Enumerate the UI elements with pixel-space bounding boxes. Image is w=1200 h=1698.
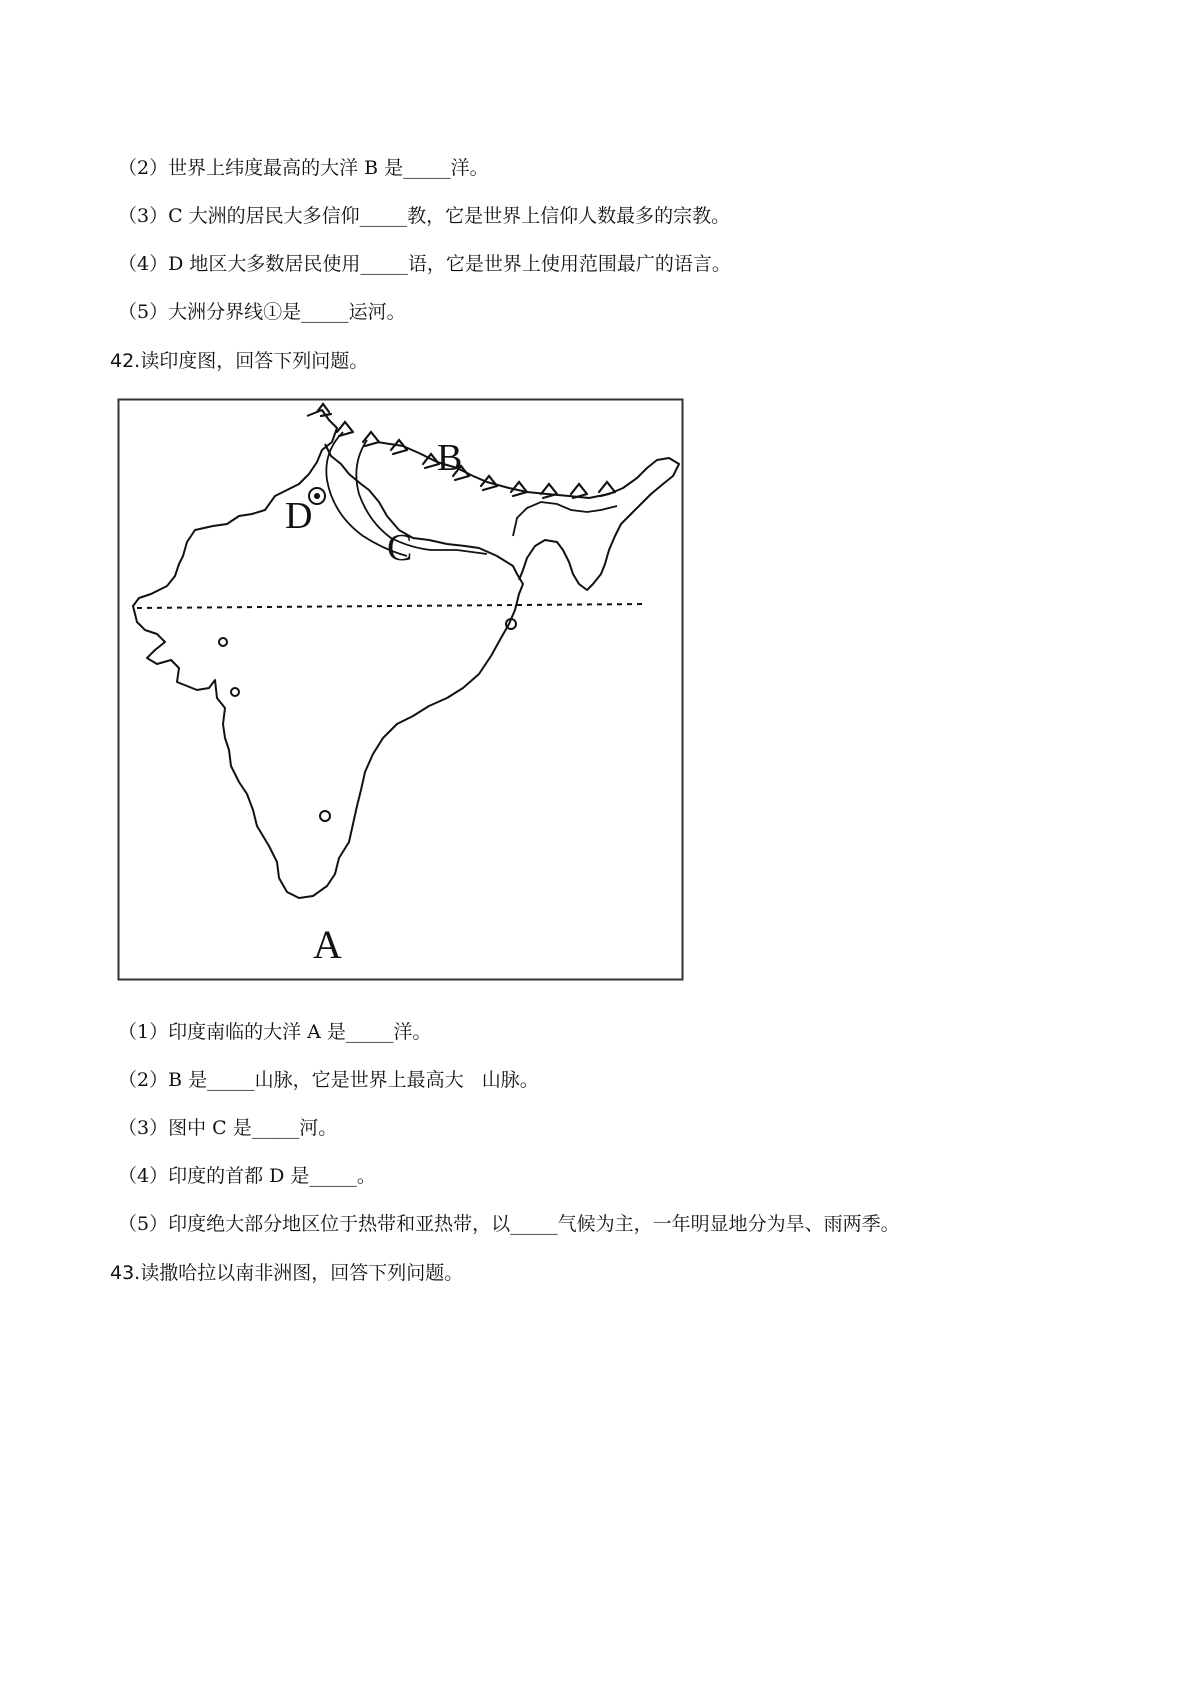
map-label-a: A — [313, 922, 342, 967]
question-42-item-3: （3）图中 C 是_____河。 — [118, 1117, 338, 1139]
prev-question-item-5: （5）大洲分界线①是_____运河。 — [118, 301, 406, 323]
prev-question-item-3: （3）C 大洲的居民大多信仰_____教，它是世界上信仰人数最多的宗教。 — [118, 205, 731, 227]
india-map — [117, 398, 684, 981]
question-42-item-1: （1）印度南临的大洋 A 是_____洋。 — [118, 1021, 432, 1043]
question-43-stem: 43.读撒哈拉以南非洲图，回答下列问题。 — [110, 1262, 464, 1284]
question-42-item-4: （4）印度的首都 D 是_____。 — [118, 1165, 376, 1187]
map-label-d: D — [285, 495, 313, 537]
question-42-stem: 42.读印度图，回答下列问题。 — [110, 350, 369, 372]
question-42-item-5: （5）印度绝大部分地区位于热带和亚热带，以_____气候为主，一年明显地分为旱、雨两季。 — [118, 1213, 900, 1235]
map-label-b: B — [437, 437, 463, 479]
tropic-of-cancer-line — [137, 604, 647, 608]
map-label-c: C — [387, 527, 413, 569]
prev-question-item-4: （4）D 地区大多数居民使用_____语，它是世界上使用范围最广的语言。 — [118, 253, 731, 275]
question-42-item-2: （2）B 是_____山脉，它是世界上最高大 山脉。 — [118, 1069, 539, 1091]
prev-question-item-2: （2）世界上纬度最高的大洋 B 是_____洋。 — [118, 157, 489, 179]
